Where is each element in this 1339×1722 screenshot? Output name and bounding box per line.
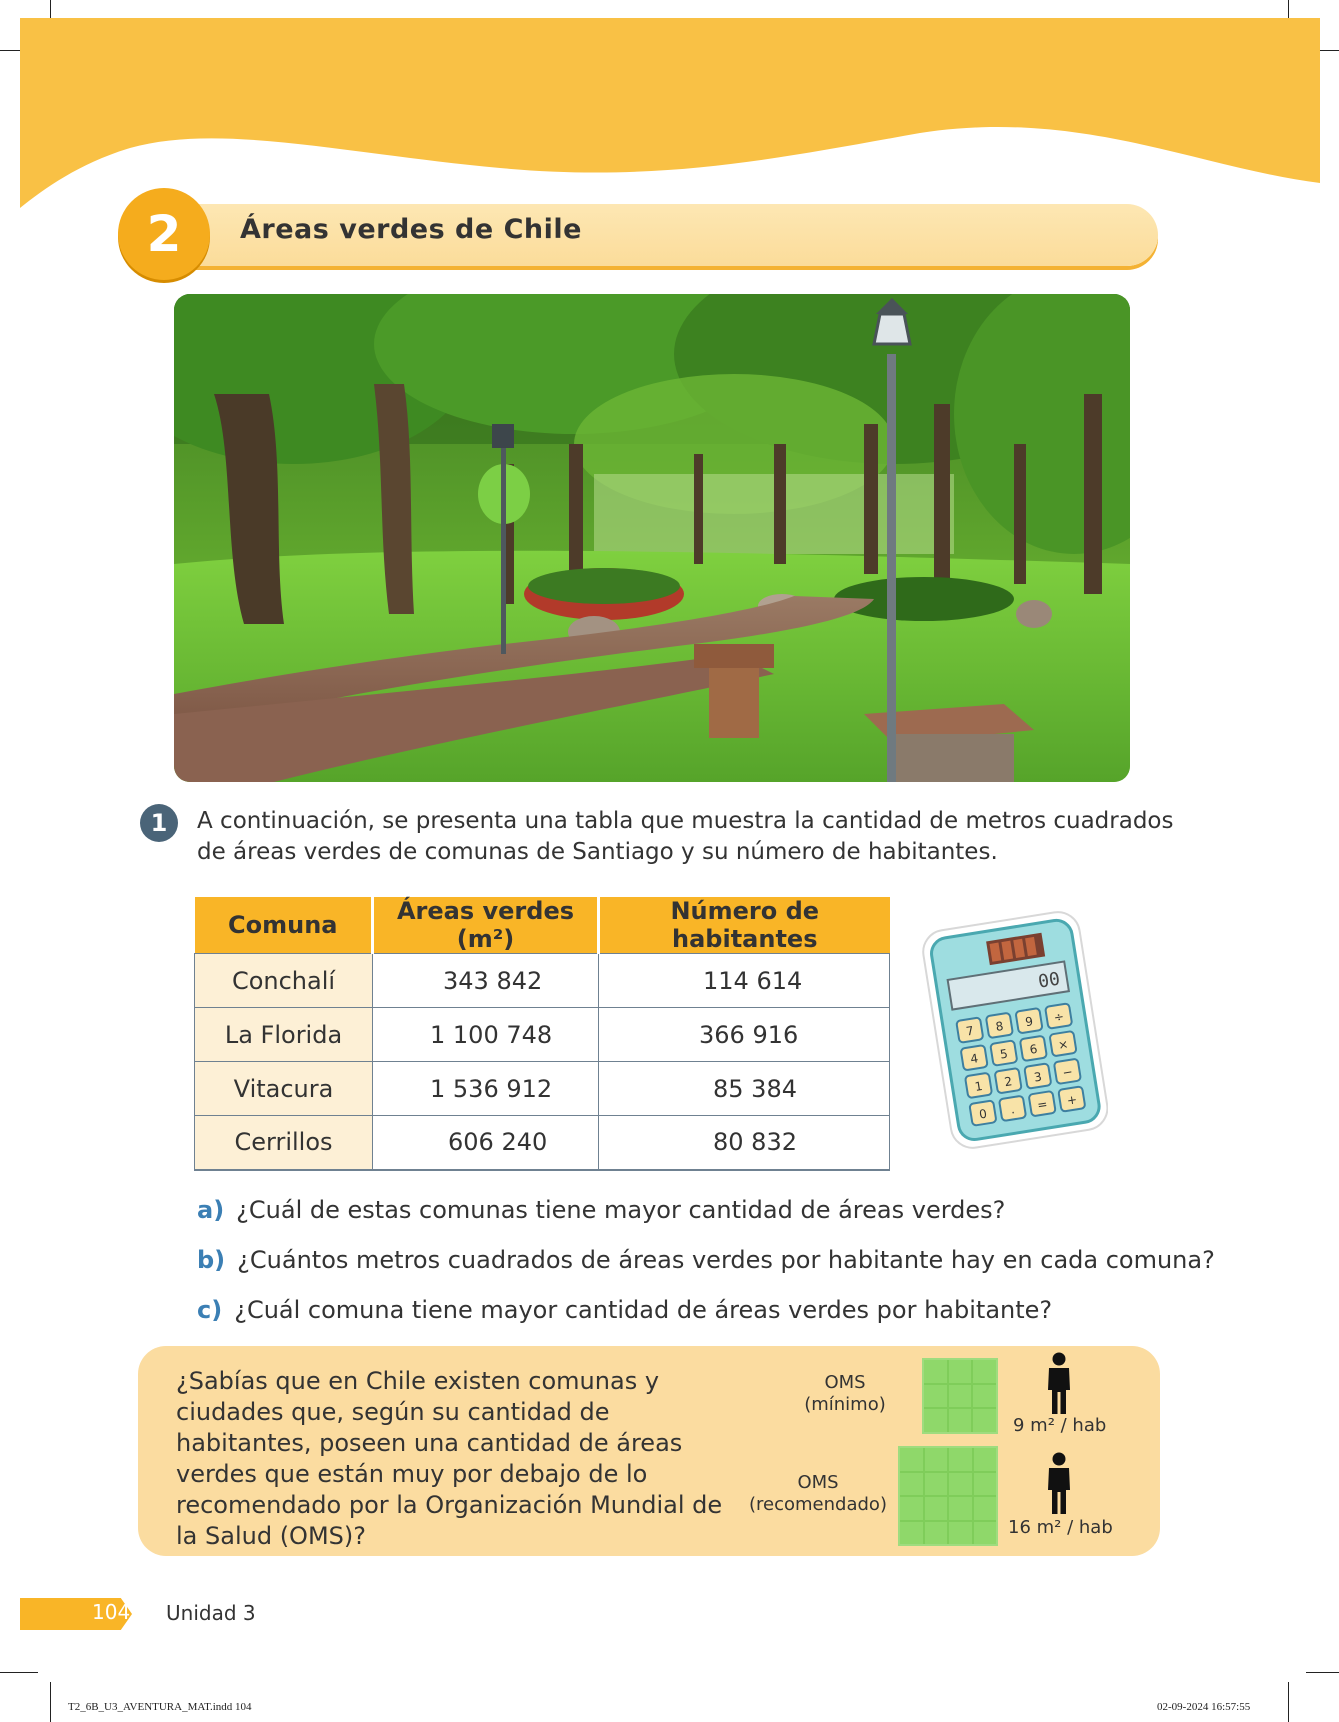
grid-cell: [949, 1385, 972, 1408]
grid-cell: [900, 1473, 923, 1496]
calculator-key-label: 6: [1028, 1041, 1039, 1057]
calculator-key-label: ÷: [1052, 1009, 1065, 1025]
calculator-key-label: 3: [1033, 1069, 1043, 1085]
cell-areas: 1 100 748: [373, 1008, 599, 1062]
question-b: [197, 1246, 1215, 1274]
cell-comuna: Vitacura: [195, 1062, 373, 1116]
calculator-key-label: =: [1036, 1096, 1049, 1113]
table-row: [195, 1008, 890, 1062]
question-letter: c): [197, 1296, 223, 1324]
calculator-key-label: .: [1009, 1102, 1016, 1117]
cell-comuna: La Florida: [195, 1008, 373, 1062]
cell-areas: 606 240: [373, 1116, 599, 1170]
cell-habitantes: 114 614: [599, 954, 890, 1008]
calculator-key-label: 8: [994, 1018, 1005, 1034]
oms-rec-ratio: 16 m² / hab: [1008, 1517, 1113, 1538]
table-row: [195, 954, 890, 1008]
question-letter: b): [197, 1246, 226, 1274]
cell-habitantes: 80 832: [599, 1116, 890, 1170]
oms-min-grid: [922, 1358, 998, 1434]
grid-cell: [949, 1497, 972, 1520]
cell-comuna: Cerrillos: [195, 1116, 373, 1170]
page-number: 104: [92, 1600, 131, 1624]
park-photo: [174, 294, 1130, 782]
timestamp-slug: 02-09-2024 16:57:55: [1157, 1701, 1251, 1713]
cell-areas: 343 842: [373, 954, 599, 1008]
grid-cell: [973, 1385, 996, 1408]
calculator-key-label: ×: [1057, 1036, 1070, 1053]
oms-min-ratio: 9 m² / hab: [1013, 1415, 1107, 1436]
calculator-key-label: 0: [978, 1106, 988, 1122]
section-number-badge: 2: [118, 188, 210, 280]
table-row: [195, 1062, 890, 1116]
green-areas-table: [194, 897, 890, 1171]
header-areas: Áreas verdes (m²): [373, 897, 599, 954]
grid-cell: [925, 1473, 948, 1496]
cell-areas: 1 536 912: [373, 1062, 599, 1116]
did-you-know-text: ¿Sabías que en Chile existen comunas y ciudades que, según su cantidad de habitantes, poseen una cantidad de áreas verdes que están muy por debajo de lo recomendado por la Organización Mundial de la Salud (OMS)?: [176, 1367, 723, 1550]
activity-intro: A continuación, se presenta una tabla que muestra la cantidad de metros cuadrados de áreas verdes de comunas de Santiago y su número de habitantes.: [197, 808, 1174, 865]
grid-cell: [924, 1385, 947, 1408]
header-comuna: Comuna: [195, 897, 373, 954]
grid-cell: [949, 1360, 972, 1383]
grid-cell: [949, 1473, 972, 1496]
grid-cell: [949, 1448, 972, 1471]
crop-mark: [1288, 1682, 1289, 1722]
oms-rec-label: OMS (recomendado): [749, 1472, 887, 1515]
calculator-key-label: 7: [965, 1023, 975, 1039]
calculator-key-label: 5: [999, 1046, 1009, 1062]
grid-cell: [974, 1522, 997, 1545]
grid-cell: [900, 1448, 923, 1471]
calculator-key-label: 2: [1003, 1074, 1014, 1090]
cell-comuna: Conchalí: [195, 954, 373, 1008]
activity-number-badge: 1: [140, 804, 178, 842]
person-icon: [1046, 1452, 1072, 1516]
calculator-display: 00: [1036, 968, 1062, 993]
grid-cell: [974, 1448, 997, 1471]
calculator-key-label: 4: [969, 1051, 980, 1067]
grid-cell: [974, 1473, 997, 1496]
unit-label: Unidad 3: [166, 1601, 256, 1625]
question-text: ¿Cuál de estas comunas tiene mayor cantidad de áreas verdes?: [236, 1196, 1006, 1224]
section-title: Áreas verdes de Chile: [240, 214, 582, 245]
table-row: [195, 1116, 890, 1170]
grid-cell: [900, 1522, 923, 1545]
grid-cell: [974, 1497, 997, 1520]
grid-cell: [949, 1522, 972, 1545]
calculator-key-label: 9: [1024, 1014, 1035, 1030]
oms-rec-grid: [898, 1446, 998, 1546]
oms-min-label: OMS (mínimo): [804, 1372, 886, 1415]
grid-cell: [973, 1409, 996, 1432]
file-slug: T2_6B_U3_AVENTURA_MAT.indd 104: [68, 1701, 252, 1713]
header-habitantes: Número de habitantes: [599, 897, 890, 954]
cell-habitantes: 366 916: [599, 1008, 890, 1062]
question-a: [197, 1196, 1005, 1224]
question-letter: a): [197, 1196, 225, 1224]
cell-habitantes: 85 384: [599, 1062, 890, 1116]
grid-cell: [925, 1522, 948, 1545]
calculator-key-label: 1: [973, 1078, 984, 1094]
grid-cell: [924, 1409, 947, 1432]
calculator-key-label: +: [1065, 1092, 1079, 1108]
grid-cell: [925, 1497, 948, 1520]
header-wave-band: [20, 18, 1320, 218]
calculator-illustration: [922, 904, 1108, 1152]
table-header-row: [195, 897, 890, 954]
grid-cell: [925, 1448, 948, 1471]
grid-cell: [924, 1360, 947, 1383]
grid-cell: [973, 1360, 996, 1383]
calculator-key-label: −: [1061, 1064, 1074, 1081]
grid-cell: [900, 1497, 923, 1520]
crop-mark: [50, 1682, 51, 1722]
question-text: ¿Cuál comuna tiene mayor cantidad de áreas verdes por habitante?: [234, 1296, 1053, 1324]
grid-cell: [949, 1409, 972, 1432]
crop-mark: [1306, 1672, 1339, 1673]
crop-mark: [0, 1672, 38, 1673]
question-c: [197, 1296, 1052, 1324]
question-text: ¿Cuántos metros cuadrados de áreas verdes por habitante hay en cada comuna?: [237, 1246, 1215, 1274]
person-icon: [1046, 1352, 1072, 1416]
